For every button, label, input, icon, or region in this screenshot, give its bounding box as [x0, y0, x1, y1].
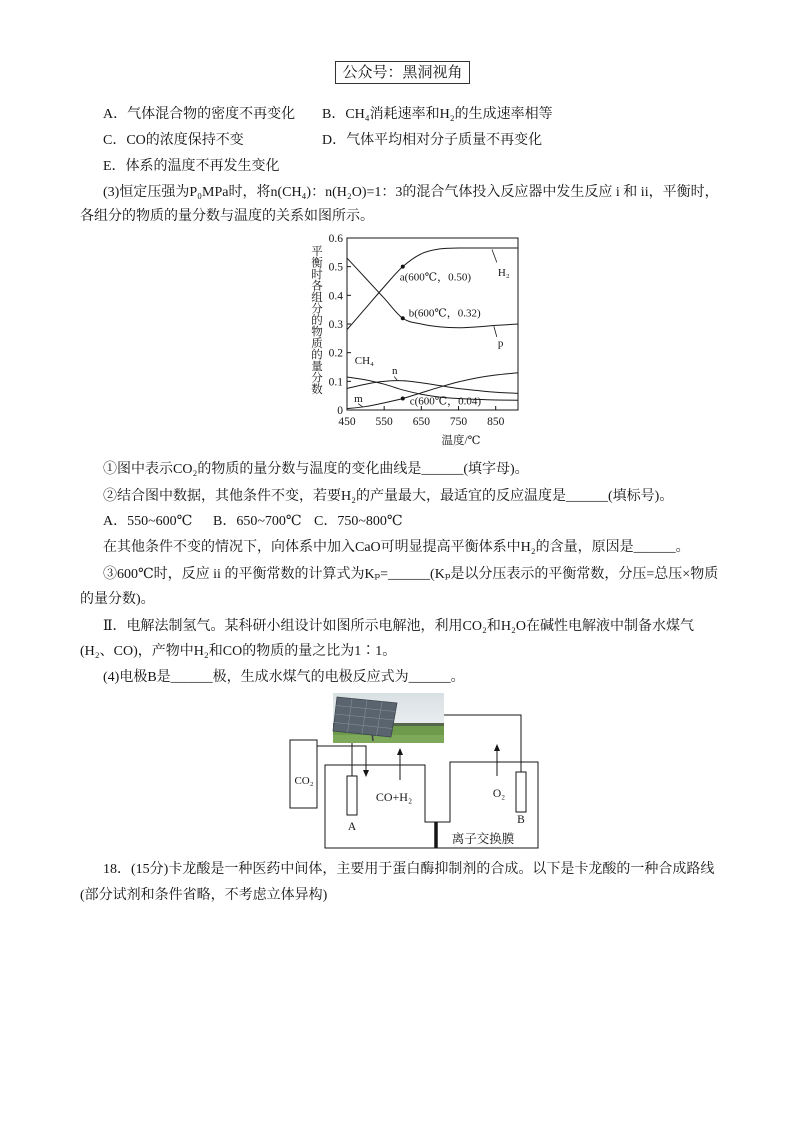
series-label-m: m — [354, 392, 363, 405]
x-tick-label: 550 — [375, 416, 393, 428]
q18-line1: 18．(15分)卡龙酸是一种医药中间体，主要用于蛋白酶抑制剂的合成。以下是卡龙酸的一种合成路线 — [103, 862, 715, 877]
q18-line2: (部分试剂和条件省略，不考虑立体异构) — [80, 888, 328, 903]
chart-labels — [354, 249, 510, 407]
annotation-label: a(600℃，0.50) — [399, 271, 472, 284]
series-line-n — [347, 381, 518, 394]
annotation-point — [401, 265, 405, 269]
electrode-b — [516, 772, 526, 812]
annotation-point — [401, 397, 405, 401]
part3-sub2: ②结合图中数据，其他条件不变，若要H₂的产量最大，最适宜的反应温度是______(填标号)。 — [103, 489, 674, 504]
arrow-up-icon — [397, 748, 403, 755]
x-tick-label: 450 — [338, 416, 356, 428]
co2-label: CO₂ — [294, 775, 314, 787]
part3-sub3-line2: 的量分数)。 — [80, 592, 155, 607]
y-tick-label: 0.1 — [328, 376, 343, 389]
x-tick-label: 850 — [487, 416, 505, 428]
watermark-header: 公众号：黑洞视角 — [335, 61, 470, 84]
option-c: C．CO的浓度保持不变 — [103, 133, 244, 148]
mole-fraction-temperature-chart — [300, 230, 530, 452]
part3-intro-line2: 各组分的物质的量分数与温度的关系如图所示。 — [80, 209, 374, 224]
product-left-label: CO+H₂ — [375, 790, 413, 804]
co2-source-box — [290, 740, 317, 808]
option-e: E．体系的温度不再发生变化 — [103, 159, 280, 174]
y-axis-label: 平衡时各组分的物质的量分数 — [310, 245, 322, 395]
y-tick-label: 0.3 — [328, 319, 343, 331]
solar-panel-image — [333, 693, 444, 743]
part3-sub1: ①图中表示CO₂的物质的量分数与温度的变化曲线是______(填字母)。 — [103, 462, 529, 477]
annotation-label: b(600℃，0.32) — [408, 307, 481, 320]
part3-sub2-followup: 在其他条件不变的情况下，向体系中加入CaO可明显提高平衡体系中H₂的含量，原因是______。 — [103, 540, 690, 555]
y-tick-label: 0.4 — [328, 290, 343, 303]
y-tick-label: 0.5 — [328, 261, 343, 274]
sub2-option-a: A．550~600℃ — [103, 514, 193, 529]
membrane-label: 离子交换膜 — [451, 832, 515, 846]
part4-question: (4)电极B是______极，生成水煤气的电极反应式为______。 — [103, 670, 465, 685]
option-b: B．CH₄消耗速率和H₂的生成速率相等 — [322, 107, 553, 122]
annotation-point — [401, 316, 405, 320]
part3-intro-line1: (3)恒定压强为P₀MPa时，将n(CH₄)：n(H₂O)=1：3的混合气体投入反应器中发生反应 i 和 ii，平衡时， — [103, 185, 719, 200]
x-tick-label: 750 — [449, 416, 468, 428]
series-label-p: p — [497, 337, 504, 350]
electrode-a-label: A — [347, 821, 357, 833]
annotation-label: c(600℃，0.04) — [409, 395, 482, 408]
x-axis-label: 温度/℃ — [441, 435, 481, 447]
section2-line1: Ⅱ．电解法制氢气。某科研小组设计如图所示电解池，利用CO₂和H₂O在碱性电解液中制备水煤气 — [103, 619, 694, 634]
sub2-option-c: C．750~800℃ — [314, 514, 403, 529]
y-tick-label: 0.2 — [328, 347, 343, 360]
arrow-up-icon — [494, 744, 500, 751]
electrolysis-cell-diagram — [280, 688, 550, 854]
part3-sub3-line1: ③600℃时，反应 ii 的平衡常数的计算式为Kₚ=______(Kₚ是以分压表示的平衡常数，分压=总压×物质 — [103, 567, 719, 582]
wire-to-electrode-b — [444, 715, 521, 772]
y-tick-label: 0.6 — [328, 233, 343, 245]
electrode-b-label: B — [517, 814, 525, 826]
y-tick-label: 0 — [337, 405, 343, 417]
series-leader-h2 — [492, 249, 497, 262]
series-leader-n — [394, 376, 397, 380]
series-label-h2: H₂ — [497, 267, 510, 280]
series-label-ch4: CH₄ — [354, 355, 374, 368]
electrode-a — [347, 776, 357, 815]
x-tick-label: 650 — [412, 416, 430, 428]
option-a: A．气体混合物的密度不再变化 — [103, 107, 296, 122]
option-d: D．气体平均相对分子质量不再变化 — [322, 133, 543, 148]
sub2-option-b: B．650~700℃ — [213, 514, 302, 529]
arrow-down-icon — [363, 770, 369, 777]
co2-inlet-pipe — [317, 746, 366, 771]
product-right-label: O₂ — [492, 788, 506, 800]
section2-line2: (H₂、CO)，产物中H₂和CO的物质的量之比为1∶1。 — [80, 644, 397, 659]
series-label-n: n — [391, 364, 398, 377]
series-leader-p — [494, 326, 497, 337]
